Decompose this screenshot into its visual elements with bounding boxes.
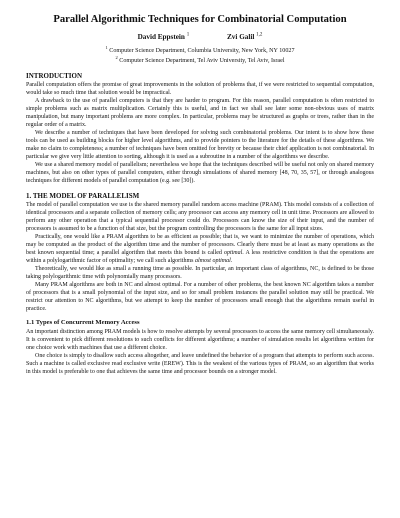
intro-heading: INTRODUCTION (26, 72, 83, 81)
intro-paragraph-3: We describe a number of techniques that have been developed for solving such combinatorial problems. Our intent is to show how these tools can be used as building blocks for higher level algorithms, and to provide pointers to the literature for the details of these algorithms. We make no claim to completeness; a number of techniques have been omitted for brevity or because their chief application is not combinatorial. In particular we give very little attention to sorting, although it is used as a subroutine in a number of the algorithms we describe. (26, 130, 374, 161)
section-1-paragraph-1: The model of parallel computation we use is the shared memory parallel random access machine (PRAM). This model consists of a collection of identical processors and a separate collection of memory cells; any processor can access any memory cell in unit time. Processors are allowed to perform any other operation that a typical sequential processor could do. Processors can know the size of their input, and the number of processors is assumed to be a function of that size, but the program controlling the processors is the same for all input sizes. (26, 202, 374, 233)
term-almost-optimal: almost optimal (194, 258, 231, 265)
term-optimal: optimal (223, 250, 243, 257)
intro-paragraph-2: A drawback to the use of parallel computers is that they are harder to program. For this reason, parallel computation is often restricted to simple problems such as matrix multiplication. Certainly this is useful, and in fact we shall see later some non-obvious uses of matrix manipulation, but many important problems are more complex. In particular, problems may be structured as graphs or trees, rather than in the regular order of a matrix. (26, 98, 374, 129)
paper-title: Parallel Algorithmic Techniques for Combinatorial Computation (53, 14, 347, 25)
author-line (26, 33, 374, 42)
section-1-1-paragraph-2: One choice is simply to disallow such access altogether, and leave undefined the behavior of a program that attempts to perform such access. Such a machine is called exclusive read exclusive write (EREW). This is the weakest of the various types of PRAM, so an algorithm that works in this model is preferable to one that achieves the same time and processor bounds on a stronger model. (26, 352, 374, 375)
section-1-1-heading: 1.1 Types of Concurrent Memory Access (26, 318, 140, 326)
intro-paragraph-4: We use a shared memory model of parallelism; nevertheless we hope that the techniques described will be useful not only on shared memory machines, but also on other types of parallel computers, either through simulations of shared memory [48, 70, 35, 57], or through analogous techniques for different models of parallel computation (e.g. see [30]). (26, 162, 374, 185)
intro-paragraph-1: Parallel computation offers the promise of great improvements in the solution of problems that, if we were restricted to sequential computation, would take so much time that solution would be impractical. (26, 82, 374, 97)
affiliation-2: $^2$ Computer Science Department, Tel Aviv University, Tel Aviv, Israel (115, 55, 285, 65)
author-2: Zvi Galil $^{1,2}$ (227, 32, 263, 42)
author-1: David Eppstein $^1$ (137, 32, 190, 42)
section-1-paragraph-3: Theoretically, we would like as small a running time as possible. In particular, an important class of algorithms, NC, is defined to be those taking polylogarithmic time with polynomially many processors. (26, 266, 374, 281)
affiliation-1: $^1$ Computer Science Department, Columbia University, New York, NY 10027 (105, 44, 295, 54)
section-1-1-paragraph-1: An important distinction among PRAM models is how to resolve attempts by several processors to access the same memory cell simultaneously. It is convenient to pick different resolutions to such conflicts for different algorithms; a number of simulation results let algorithms written for one choice work with machines that use a different choice. (26, 328, 374, 351)
section-1-heading: 1. THE MODEL OF PARALLELISM (26, 192, 140, 200)
section-1-paragraph-4: Many PRAM algorithms are both in NC and almost optimal. For a number of other problems, the best known NC algorithm takes a number of processors that is a small polynomial of the input size, and so for small problem instances the parallel solution may still be practical. We restrict our attention to NC algorithms, but we attempt to keep the number of processors small enough that the algorithms remain useful in practice. (26, 282, 374, 312)
section-1-paragraph-2: Practically, one would like a PRAM algorithm to be as efficient as possible; that is, we want to minimize the number of operations, which may be computed as the product of the algorithm time and the number of processors. Clearly there must be at least as many operations as the best known sequential time; a parallel algorithm that meets this bound is called optimal. A less restrictive condition is that the operations are within a polylogarithmic factor of optimality; we call such algorithms almost optimal. (26, 234, 374, 265)
